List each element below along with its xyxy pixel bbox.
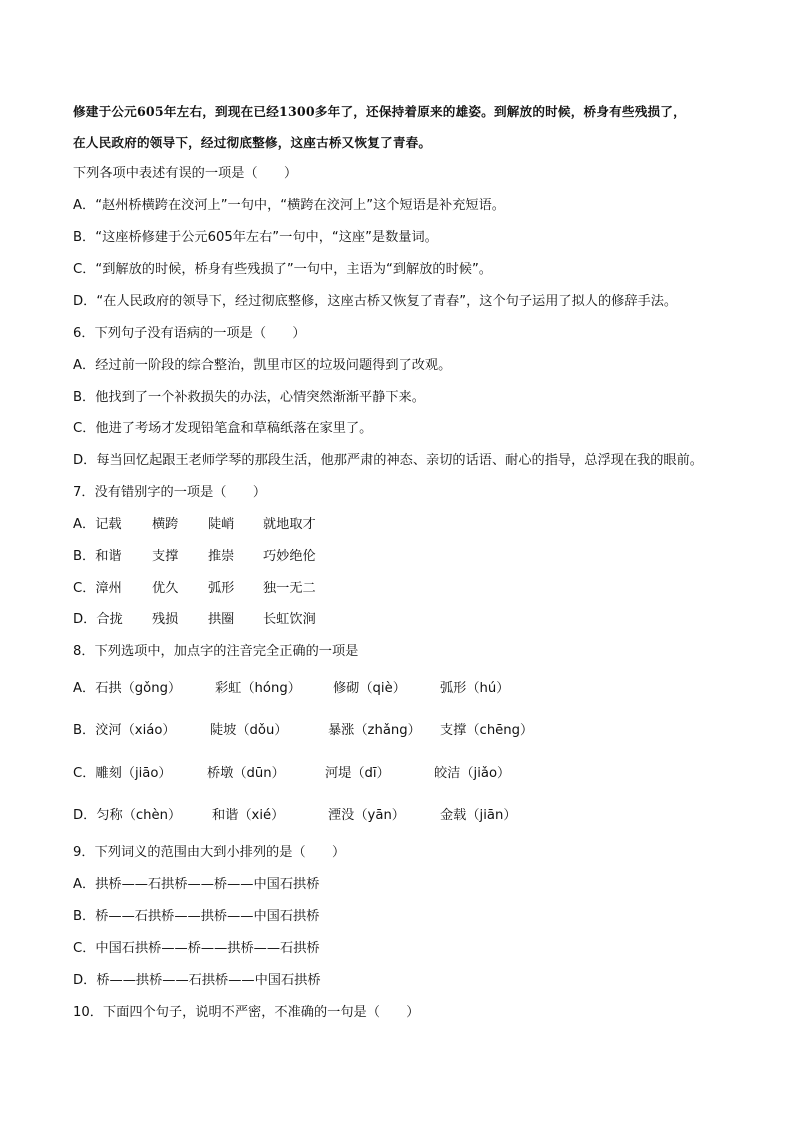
question-9-option-d: D．桥——拱桥——石拱桥——中国石拱桥 bbox=[73, 973, 321, 988]
option-word: 巧妙绝伦 bbox=[263, 549, 316, 564]
question-6-option-b: B．他找到了一个补救损失的办法，心情突然渐渐平静下来。 bbox=[73, 390, 425, 405]
option-word: 弧形 bbox=[208, 581, 235, 596]
option-pinyin: C．雕刻（jiāo） bbox=[73, 766, 172, 781]
option-pinyin: B．洨河（xiáo） bbox=[73, 723, 176, 738]
option-pinyin: 弧形（hú） bbox=[440, 681, 510, 696]
question-6-option-c: C．他进了考场才发现铅笔盒和草稿纸落在家里了。 bbox=[73, 421, 373, 436]
passage-line-1: 修建于公元605年左右，到现在已经1300多年了，还保持着原来的雄姿。到解放的时候，桥身有些残损了， bbox=[73, 104, 686, 119]
option-word: 优久 bbox=[152, 581, 179, 596]
question-9-option-c: C．中国石拱桥——桥——拱桥——石拱桥 bbox=[73, 941, 320, 956]
question-6-option-d: D．每当回忆起跟王老师学琴的那段生活，他那严肃的神态、亲切的话语、耐心的指导，总浮现在我的眼前。 bbox=[73, 453, 703, 468]
option-word: 横跨 bbox=[152, 517, 179, 532]
option-word: 支撑 bbox=[152, 549, 179, 564]
option-word: 推崇 bbox=[208, 549, 235, 564]
option-word: 拱圈 bbox=[208, 612, 235, 627]
option-pinyin: 河堤（dī） bbox=[325, 766, 390, 781]
option-pinyin: 湮没（yān） bbox=[328, 808, 405, 823]
question-6-option-a: A．经过前一阶段的综合整治，凯里市区的垃圾问题得到了改观。 bbox=[73, 358, 452, 373]
option-pinyin: 皎洁（jiǎo） bbox=[434, 766, 511, 781]
option-word: D．合拢 bbox=[73, 612, 123, 627]
option-word: A．记载 bbox=[73, 517, 122, 532]
question-9-option-b: B．桥——石拱桥——拱桥——中国石拱桥 bbox=[73, 909, 320, 924]
question-9-option-a: A．拱桥——石拱桥——桥——中国石拱桥 bbox=[73, 877, 320, 892]
option-word: 陡峭 bbox=[208, 517, 235, 532]
option-pinyin: 桥墩（dūn） bbox=[207, 766, 285, 781]
question-5-option-c: C．“到解放的时候，桥身有些残损了”一句中，主语为“到解放的时候”。 bbox=[73, 262, 492, 277]
option-pinyin: 修砌（qiè） bbox=[333, 681, 406, 696]
option-word: 就地取才 bbox=[263, 517, 316, 532]
option-pinyin: D．匀称（chèn） bbox=[73, 808, 182, 823]
option-pinyin: 支撑（chēng） bbox=[440, 723, 534, 738]
question-5-option-a: A．“赵州桥横跨在洨河上”一句中，“横跨在洨河上”这个短语是补充短语。 bbox=[73, 198, 505, 213]
option-pinyin: A．石拱（gǒng） bbox=[73, 681, 182, 696]
option-word: 残损 bbox=[152, 612, 179, 627]
question-10-stem: 10．下面四个句子，说明不严密，不准确的一句是（ ） bbox=[73, 1005, 420, 1020]
option-word: 长虹饮涧 bbox=[263, 612, 316, 627]
option-pinyin: 暴涨（zhǎng） bbox=[328, 723, 421, 738]
question-5-option-b: B．“这座桥修建于公元605年左右”一句中，“这座”是数量词。 bbox=[73, 230, 438, 245]
option-word: C．漳州 bbox=[73, 581, 122, 596]
option-pinyin: 陡坡（dǒu） bbox=[210, 723, 288, 738]
question-5-option-d: D．“在人民政府的领导下，经过彻底整修，这座古桥又恢复了青春”，这个句子运用了拟人的修辞手法。 bbox=[73, 294, 678, 309]
question-8-stem: 8．下列选项中，加点字的注音完全正确的一项是 bbox=[73, 644, 359, 659]
option-pinyin: 金载（jiān） bbox=[440, 808, 517, 823]
question-6-stem: 6．下列句子没有语病的一项是（ ） bbox=[73, 326, 306, 341]
passage-line-2: 在人民政府的领导下，经过彻底整修，这座古桥又恢复了青春。 bbox=[73, 135, 432, 150]
option-word: 独一无二 bbox=[263, 581, 316, 596]
question-5-stem: 下列各项中表述有误的一项是（ ） bbox=[73, 166, 298, 181]
question-9-stem: 9．下列词义的范围由大到小排列的是（ ） bbox=[73, 845, 346, 860]
question-7-stem: 7．没有错别字的一项是（ ） bbox=[73, 485, 267, 500]
option-word: B．和谐 bbox=[73, 549, 122, 564]
option-pinyin: 和谐（xié） bbox=[212, 808, 285, 823]
option-pinyin: 彩虹（hóng） bbox=[215, 681, 301, 696]
